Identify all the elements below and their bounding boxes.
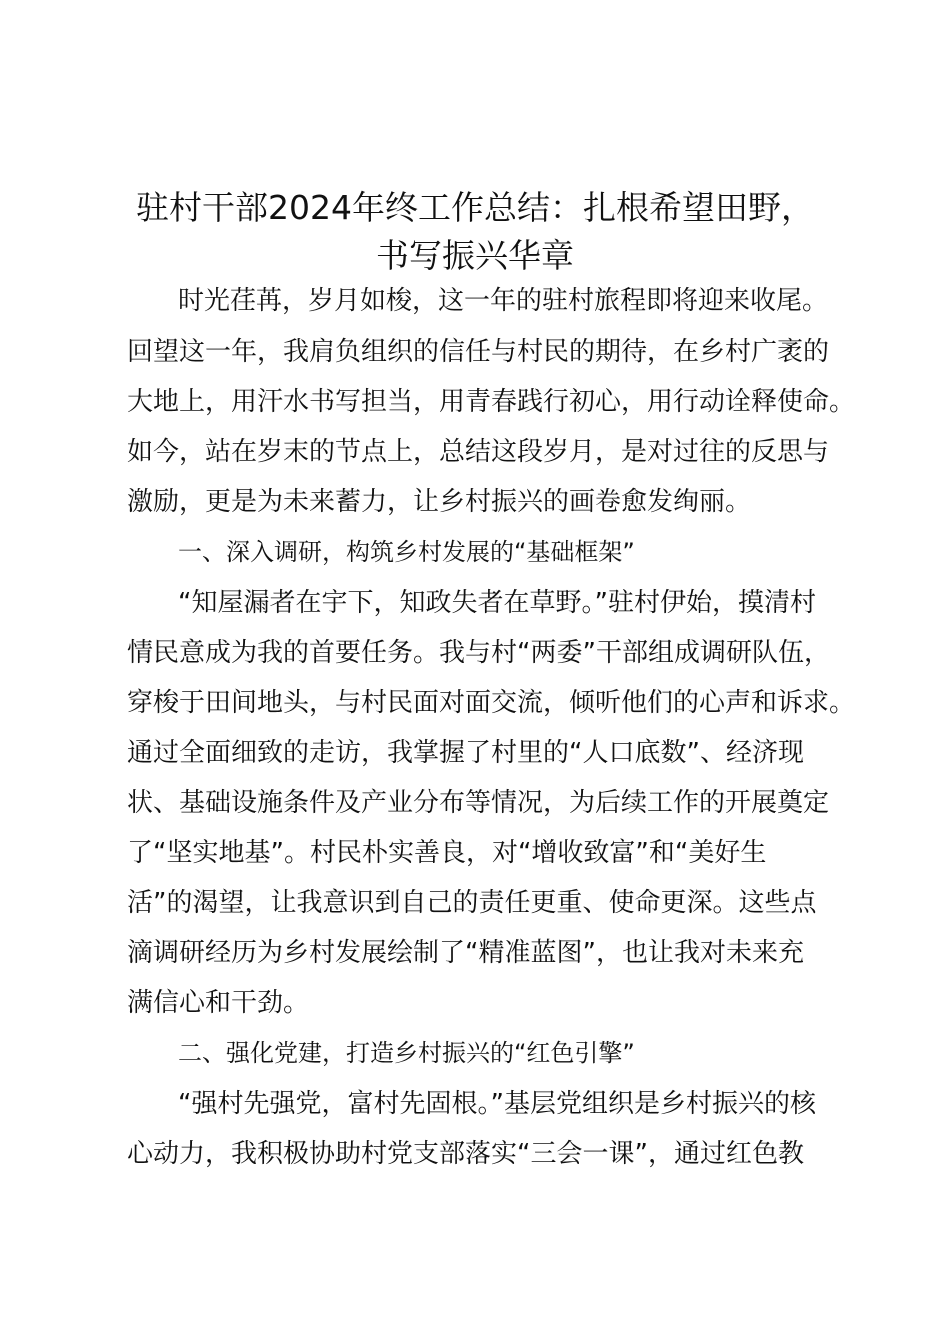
intro-line: 回望这一年，我肩负组织的信任与村民的期待，在乡村广袤的 [127, 337, 830, 367]
section-1-line: 活”的渴望，让我意识到自己的责任更重、使命更深。这些点 [127, 888, 817, 918]
section-1-line: 滴调研经历为乡村发展绘制了“精准蓝图”，也让我对未来充 [127, 938, 804, 968]
section-1-line: 满信心和干劲。 [127, 988, 310, 1018]
intro-line: 激励，更是为未来蓄力，让乡村振兴的画卷愈发绚丽。 [127, 487, 752, 517]
section-heading-1: 一、深入调研，构筑乡村发展的“基础框架” [178, 538, 635, 566]
section-2-line: 心动力，我积极协助村党支部落实“三会一课”，通过红色教 [127, 1139, 804, 1169]
section-1-line: 穿梭于田间地头，与村民面对面交流，倾听他们的心声和诉求。 [127, 688, 856, 718]
section-heading-2: 二、强化党建，打造乡村振兴的“红色引擎” [178, 1039, 635, 1067]
section-2-line: “强村先强党，富村先固根。”基层党组织是乡村振兴的核 [178, 1089, 816, 1119]
intro-line: 如今，站在岁末的节点上，总结这段岁月，是对过往的反思与 [127, 437, 830, 467]
section-1-line: 情民意成为我的首要任务。我与村“两委”干部组成调研队伍， [127, 638, 830, 668]
intro-line: 大地上，用汗水书写担当，用青春践行初心，用行动诠释使命。 [127, 387, 856, 417]
section-1-line: “知屋漏者在宇下，知政失者在草野。”驻村伊始，摸清村 [178, 588, 816, 618]
document-title-line-2: 书写振兴华章 [376, 236, 574, 275]
intro-line: 时光荏苒，岁月如梭，这一年的驻村旅程即将迎来收尾。 [178, 286, 829, 316]
document-title-line-1: 驻村干部2024年终工作总结：扎根希望田野， [136, 188, 814, 227]
section-1-line: 了“坚实地基”。村民朴实善良，对“增收致富”和“美好生 [127, 838, 767, 868]
section-1-line: 通过全面细致的走访，我掌握了村里的“人口底数”、经济现 [127, 738, 804, 768]
section-1-line: 状、基础设施条件及产业分布等情况，为后续工作的开展奠定 [127, 788, 830, 818]
